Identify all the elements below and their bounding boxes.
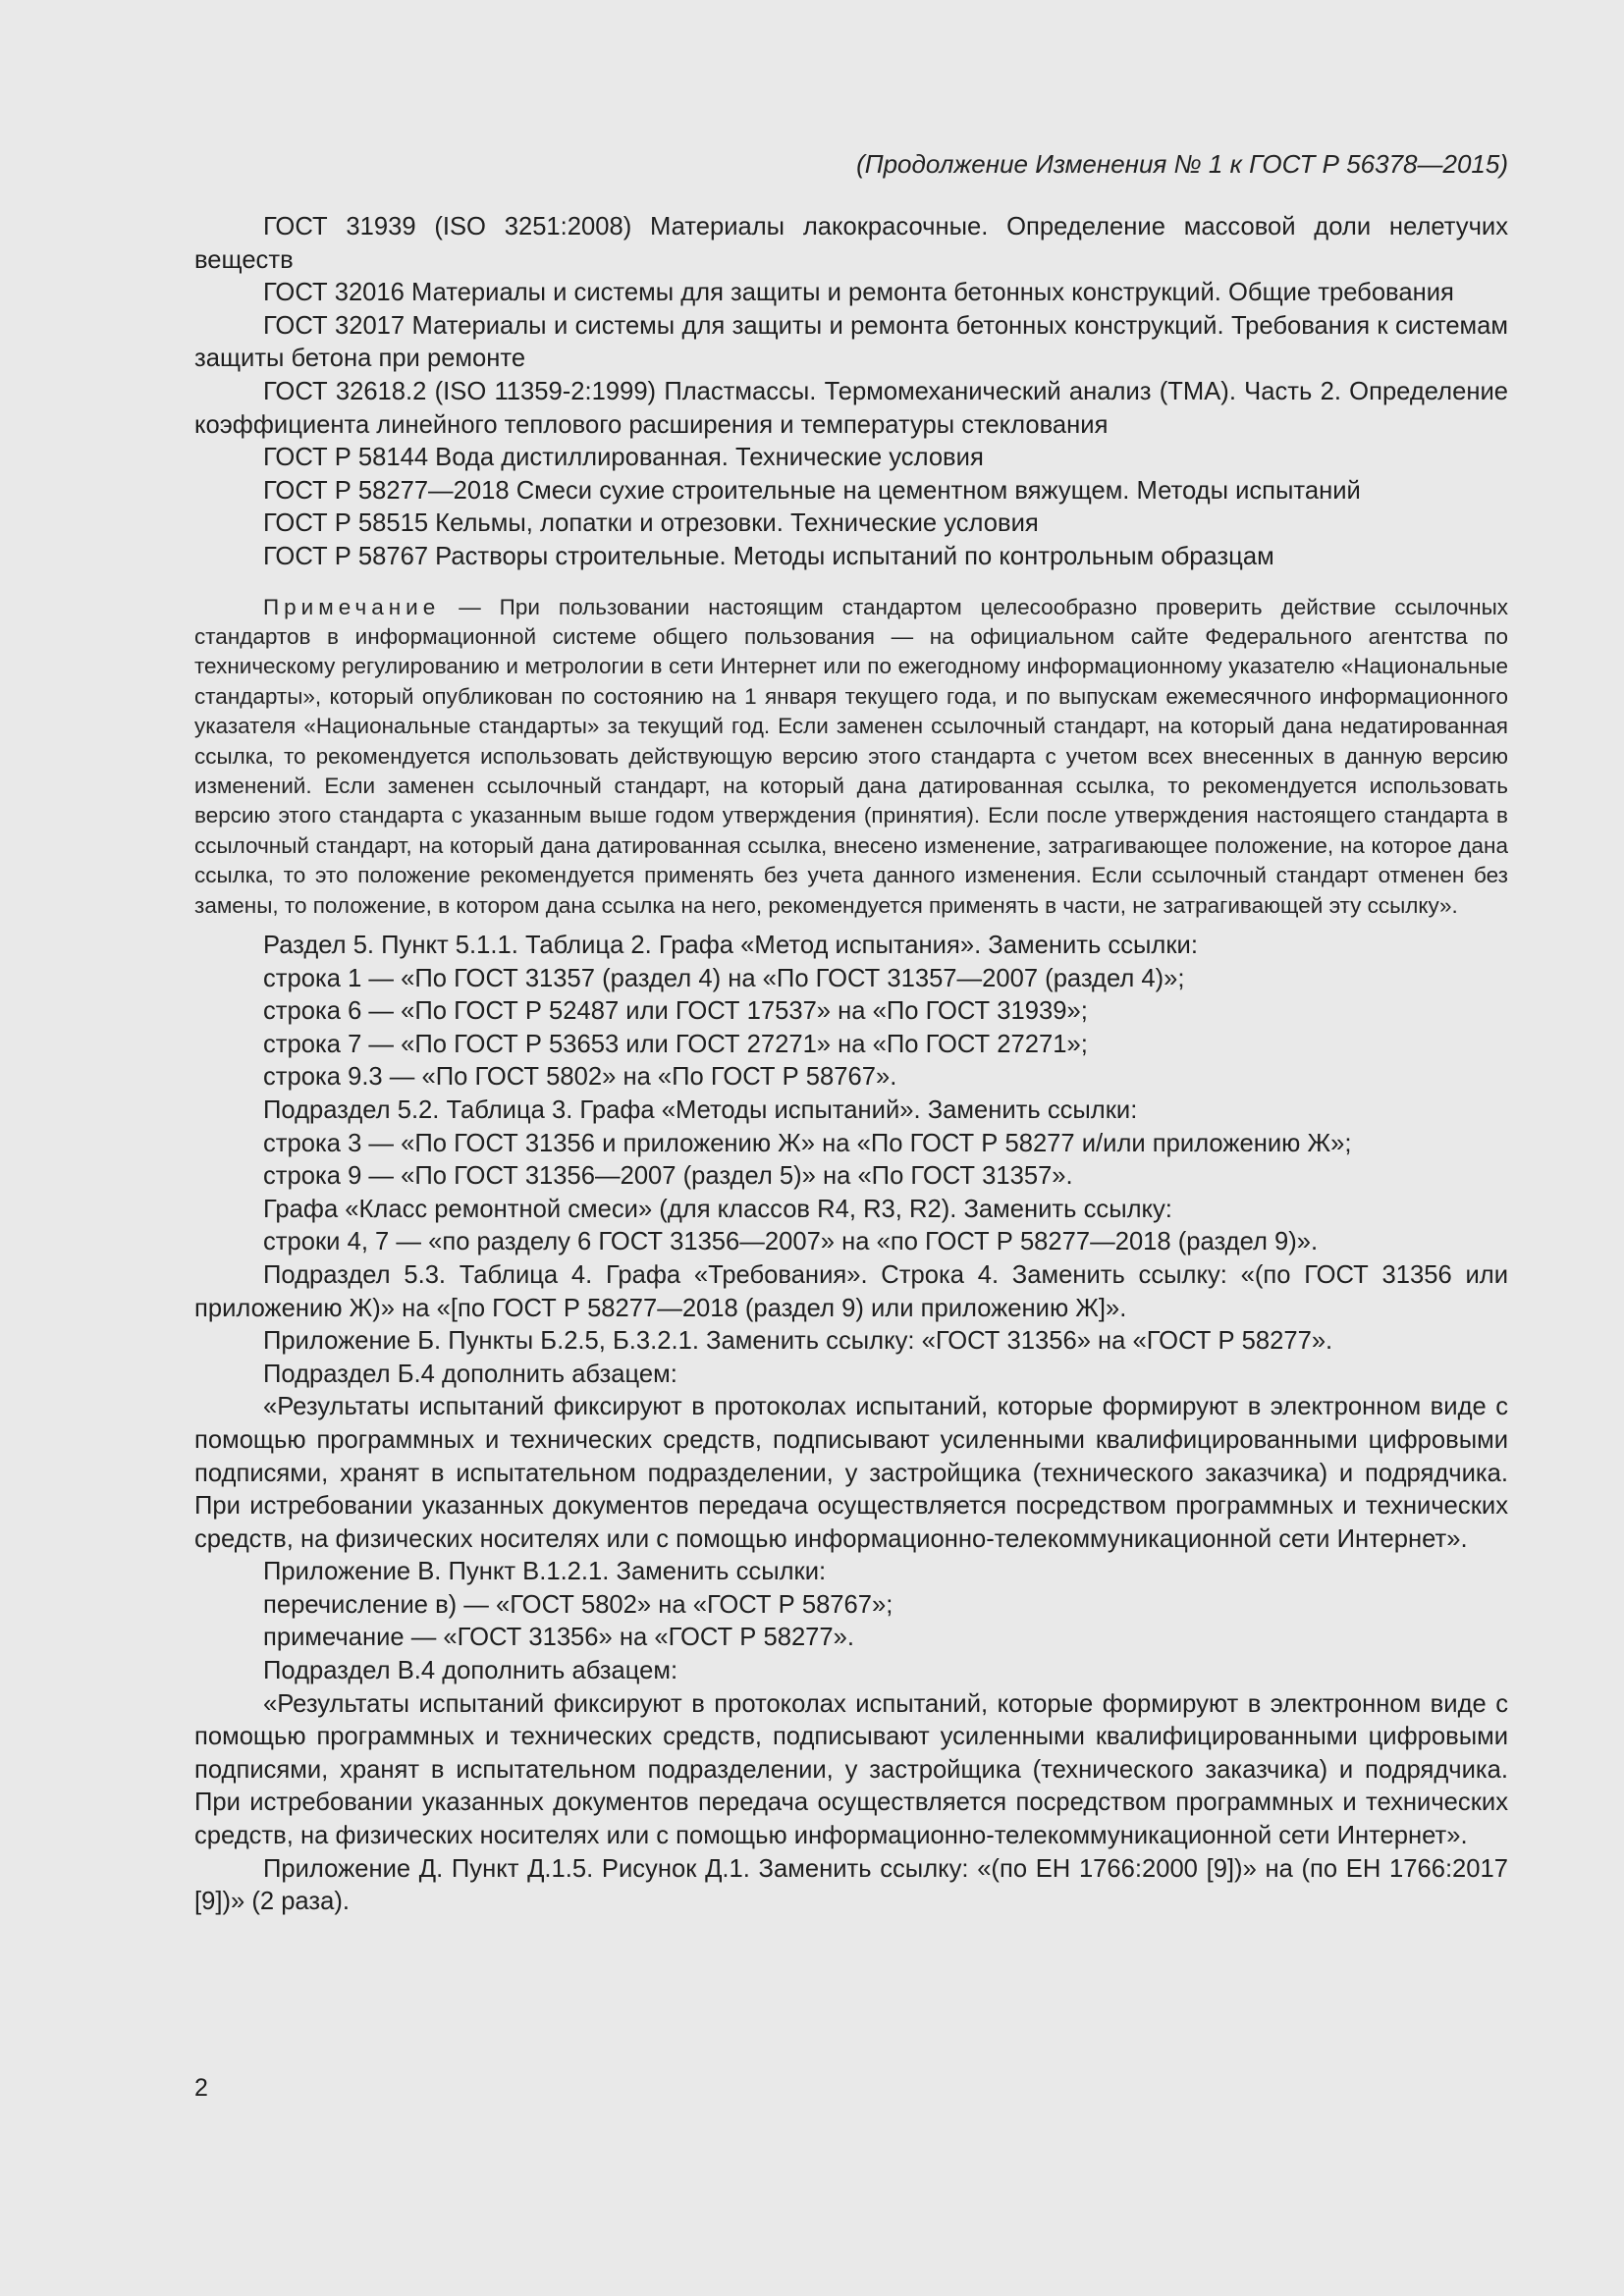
reference-item: ГОСТ Р 58767 Растворы строительные. Методы испытаний по контрольным образцам [263,542,1274,570]
amendment-paragraph: строка 9.3 — «По ГОСТ 5802» на «По ГОСТ Р 58767». [263,1063,897,1092]
quoted-paragraph: «Результаты испытаний фиксируют в протоколах испытаний, которые формируют в электронном виде с помощью программных и технических средств, подписывают усиленными квалифицированными цифровыми подписями, хранят в испытательном подразделении, у застройщика (технического заказчика) и подрядчика. При истребовании указанных документов передача осуществляется посредством программных и технических средств, на физических носителях или с помощью информационно-телекоммуникационной сети Интернет». [194,1689,1508,1850]
amendment-paragraph: Подраздел В.4 дополнить абзацем: [263,1657,678,1685]
note-paragraph [194,593,1508,921]
note-label: Примечание [263,594,441,619]
amendment-paragraph: Подраздел Б.4 дополнить абзацем: [263,1360,677,1388]
amendment-paragraph: строки 4, 7 — «по разделу 6 ГОСТ 31356—2007» на «по ГОСТ Р 58277—2018 (раздел 9)». [263,1228,1319,1256]
amendment-paragraph: перечисление в) — «ГОСТ 5802» на «ГОСТ Р 58767»; [263,1590,893,1619]
reference-item: ГОСТ 32017 Материалы и системы для защиты и ремонта бетонных конструкций. Требования к системам защиты бетона при ремонте [194,311,1508,373]
page-number: 2 [194,2074,208,2102]
reference-item: ГОСТ Р 58144 Вода дистиллированная. Технические условия [263,444,984,472]
amendment-paragraph: Приложение Б. Пункты Б.2.5, Б.3.2.1. Заменить ссылку: «ГОСТ 31356» на «ГОСТ Р 58277». [263,1327,1333,1356]
running-header: (Продолжение Изменения № 1 к ГОСТ Р 56378—2015) [856,149,1508,179]
reference-item: ГОСТ 31939 (ISO 3251:2008) Материалы лакокрасочные. Определение массовой доли нелетучих веществ [194,213,1508,274]
reference-item: ГОСТ 32016 Материалы и системы для защиты и ремонта бетонных конструкций. Общие требования [263,279,1454,307]
reference-item: ГОСТ 32618.2 (ISO 11359-2:1999) Пластмассы. Термомеханический анализ (ТМА). Часть 2. Определение коэффициента линейного теплового расширения и температуры стеклования [194,377,1508,439]
amendment-paragraph: строка 1 — «По ГОСТ 31357 (раздел 4) на «По ГОСТ 31357—2007 (раздел 4)»; [263,964,1185,992]
amendment-paragraph: Графа «Класс ремонтной смеси» (для классов R4, R3, R2). Заменить ссылку: [263,1195,1172,1223]
amendment-paragraph: строка 3 — «По ГОСТ 31356 и приложению Ж» на «По ГОСТ Р 58277 и/или приложению Ж»; [263,1129,1352,1157]
amendment-paragraph: Подраздел 5.2. Таблица 3. Графа «Методы испытаний». Заменить ссылки: [263,1095,1138,1124]
amendment-paragraph: строка 9 — «По ГОСТ 31356—2007 (раздел 5)» на «По ГОСТ 31357». [263,1162,1073,1191]
note-text: — При пользовании настоящим стандартом целесообразно проверить действие ссылочных стандартов в информационной системе общего пользования — на официальном сайте Федерального агентства по техническому регулированию и метрологии в сети Интернет или по ежегодному информационному указателю «Национальные стандарты», который опубликован по состоянию на 1 января текущего года, и по выпускам ежемесячного информационного указателя «Национальные стандарты» за текущий год. Если заменен ссылочный стандарт, на который дана недатированная ссылка, то рекомендуется использовать действующую версию этого стандарта с учетом всех внесенных в данную версию изменений. Если заменен ссылочный стандарт, на который дана датированная ссылка, то рекомендуется использовать версию этого стандарта с указанным выше годом утверждения (принятия). Если после утверждения настоящего стандарта в ссылочный стандарт, на который дана датированная ссылка, внесено изменение, затрагивающее положение, на которое дана ссылка, то это положение рекомендуется применять без учета данного изменения. Если ссылочный стандарт отменен без замены, то положение, в котором дана ссылка на него, рекомендуется применять в части, не затрагивающей эту ссылку». [194,594,1508,918]
amendment-paragraph: Приложение Д. Пункт Д.1.5. Рисунок Д.1. Заменить ссылку: «(по ЕН 1766:2000 [9])» на (по ЕН 1766:2017 [9])» (2 раза). [194,1854,1508,1916]
reference-item: ГОСТ Р 58515 Кельмы, лопатки и отрезовки. Технические условия [263,509,1039,538]
amendment-paragraph: Подраздел 5.3. Таблица 4. Графа «Требования». Строка 4. Заменить ссылку: «(по ГОСТ 31356 или приложению Ж)» на «[по ГОСТ Р 58277—2018 (раздел 9) или приложению Ж]». [194,1260,1508,1322]
amendment-paragraph: строка 7 — «По ГОСТ Р 53653 или ГОСТ 27271» на «По ГОСТ 27271»; [263,1030,1088,1058]
amendment-paragraph: примечание — «ГОСТ 31356» на «ГОСТ Р 58277». [263,1624,854,1652]
amendment-paragraph: Раздел 5. Пункт 5.1.1. Таблица 2. Графа «Метод испытания». Заменить ссылки: [263,932,1198,959]
amendment-paragraph: строка 6 — «По ГОСТ Р 52487 или ГОСТ 17537» на «По ГОСТ 31939»; [263,997,1088,1026]
reference-item: ГОСТ Р 58277—2018 Смеси сухие строительные на цементном вяжущем. Методы испытаний [263,476,1361,505]
quoted-paragraph: «Результаты испытаний фиксируют в протоколах испытаний, которые формируют в электронном виде с помощью программных и технических средств, подписывают усиленными квалифицированными цифровыми подписями, хранят в испытательном подразделении, у застройщика (технического заказчика) и подрядчика. При истребовании указанных документов передача осуществляется посредством программных и технических средств, на физических носителях или с помощью информационно-телекоммуникационной сети Интернет». [194,1393,1508,1553]
amendment-paragraph: Приложение В. Пункт В.1.2.1. Заменить ссылки: [263,1558,827,1586]
document-body [194,211,1508,1919]
